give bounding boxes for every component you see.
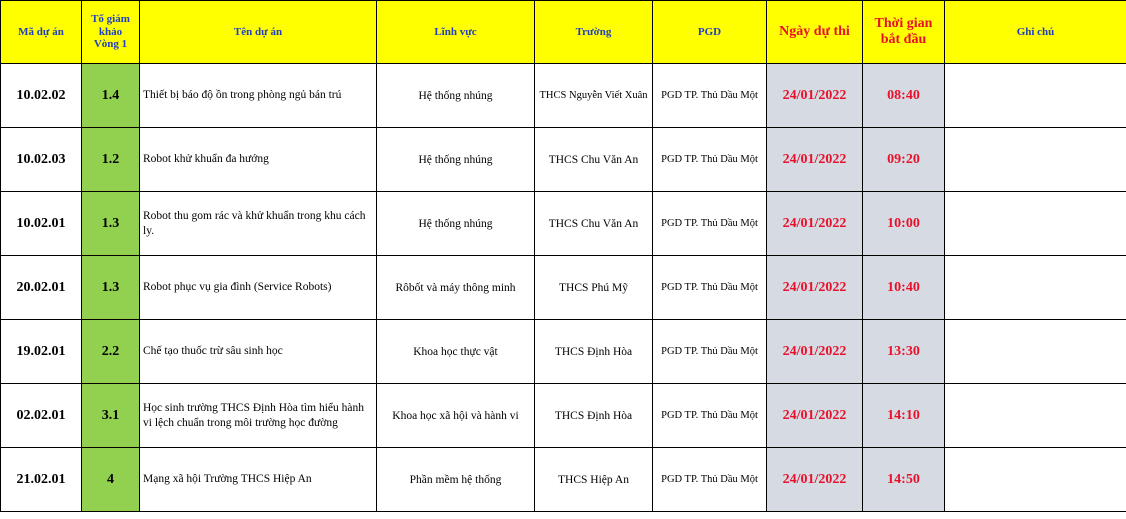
project-code: 02.02.01 xyxy=(1,384,82,448)
header-date: Ngày dự thi xyxy=(767,1,863,64)
judge-group: 1.3 xyxy=(82,192,140,256)
start-time: 14:10 xyxy=(863,384,945,448)
note-cell xyxy=(945,192,1126,256)
project-field: Hệ thống nhúng xyxy=(377,64,535,128)
project-field: Rôbốt và máy thông minh xyxy=(377,256,535,320)
school-name: THCS Hiệp An xyxy=(535,448,653,512)
contest-date: 24/01/2022 xyxy=(767,192,863,256)
start-time: 13:30 xyxy=(863,320,945,384)
header-row xyxy=(1,1,1126,64)
project-code: 10.02.01 xyxy=(1,192,82,256)
start-time: 08:40 xyxy=(863,64,945,128)
note-cell xyxy=(945,384,1126,448)
pgd-name: PGD TP. Thủ Dầu Một xyxy=(653,256,767,320)
project-code: 10.02.02 xyxy=(1,64,82,128)
contest-date: 24/01/2022 xyxy=(767,128,863,192)
table-row xyxy=(1,320,1126,384)
header-school: Trường xyxy=(535,1,653,64)
pgd-name: PGD TP. Thủ Dầu Một xyxy=(653,320,767,384)
header-time: Thời gian bắt đầu xyxy=(863,1,945,64)
project-name: Robot thu gom rác và khử khuẩn trong khu cách ly. xyxy=(140,192,377,256)
pgd-name: PGD TP. Thủ Dầu Một xyxy=(653,192,767,256)
contest-date: 24/01/2022 xyxy=(767,384,863,448)
table-row xyxy=(1,128,1126,192)
start-time: 10:40 xyxy=(863,256,945,320)
contest-date: 24/01/2022 xyxy=(767,256,863,320)
note-cell xyxy=(945,128,1126,192)
header-name: Tên dự án xyxy=(140,1,377,64)
project-code: 20.02.01 xyxy=(1,256,82,320)
table-row xyxy=(1,192,1126,256)
header-code: Mã dự án xyxy=(1,1,82,64)
judge-group: 1.3 xyxy=(82,256,140,320)
table-row xyxy=(1,256,1126,320)
project-name: Chế tạo thuốc trừ sâu sinh học xyxy=(140,320,377,384)
school-name: THCS Định Hòa xyxy=(535,384,653,448)
judge-group: 1.2 xyxy=(82,128,140,192)
header-pgd: PGD xyxy=(653,1,767,64)
project-name: Thiết bị báo độ ồn trong phòng ngủ bán trú xyxy=(140,64,377,128)
project-field: Khoa học xã hội và hành vi xyxy=(377,384,535,448)
school-name: THCS Phú Mỹ xyxy=(535,256,653,320)
note-cell xyxy=(945,448,1126,512)
header-note: Ghi chú xyxy=(945,1,1126,64)
start-time: 14:50 xyxy=(863,448,945,512)
pgd-name: PGD TP. Thủ Dầu Một xyxy=(653,64,767,128)
project-name: Mạng xã hội Trường THCS Hiệp An xyxy=(140,448,377,512)
contest-date: 24/01/2022 xyxy=(767,448,863,512)
school-name: THCS Định Hòa xyxy=(535,320,653,384)
table-row xyxy=(1,384,1126,448)
school-name: THCS Nguyễn Viết Xuân xyxy=(535,64,653,128)
project-field: Khoa học thực vật xyxy=(377,320,535,384)
judge-group: 3.1 xyxy=(82,384,140,448)
table-row xyxy=(1,448,1126,512)
start-time: 09:20 xyxy=(863,128,945,192)
project-name: Học sinh trường THCS Định Hòa tìm hiểu hành vi lệch chuẩn trong môi trường học đường xyxy=(140,384,377,448)
project-field: Hệ thống nhúng xyxy=(377,192,535,256)
pgd-name: PGD TP. Thủ Dầu Một xyxy=(653,384,767,448)
contest-date: 24/01/2022 xyxy=(767,320,863,384)
pgd-name: PGD TP. Thủ Dầu Một xyxy=(653,448,767,512)
note-cell xyxy=(945,256,1126,320)
project-code: 21.02.01 xyxy=(1,448,82,512)
judge-group: 2.2 xyxy=(82,320,140,384)
school-name: THCS Chu Văn An xyxy=(535,128,653,192)
header-judge: Tổ giám khảo Vòng 1 xyxy=(82,1,140,64)
project-name: Robot khử khuẩn đa hướng xyxy=(140,128,377,192)
table-row xyxy=(1,64,1126,128)
contest-date: 24/01/2022 xyxy=(767,64,863,128)
header-field: Lĩnh vực xyxy=(377,1,535,64)
pgd-name: PGD TP. Thủ Dầu Một xyxy=(653,128,767,192)
note-cell xyxy=(945,320,1126,384)
project-code: 10.02.03 xyxy=(1,128,82,192)
start-time: 10:00 xyxy=(863,192,945,256)
project-code: 19.02.01 xyxy=(1,320,82,384)
project-name: Robot phục vụ gia đình (Service Robots) xyxy=(140,256,377,320)
project-field: Phần mềm hệ thống xyxy=(377,448,535,512)
school-name: THCS Chu Văn An xyxy=(535,192,653,256)
judge-group: 4 xyxy=(82,448,140,512)
note-cell xyxy=(945,64,1126,128)
judge-group: 1.4 xyxy=(82,64,140,128)
project-field: Hệ thống nhúng xyxy=(377,128,535,192)
